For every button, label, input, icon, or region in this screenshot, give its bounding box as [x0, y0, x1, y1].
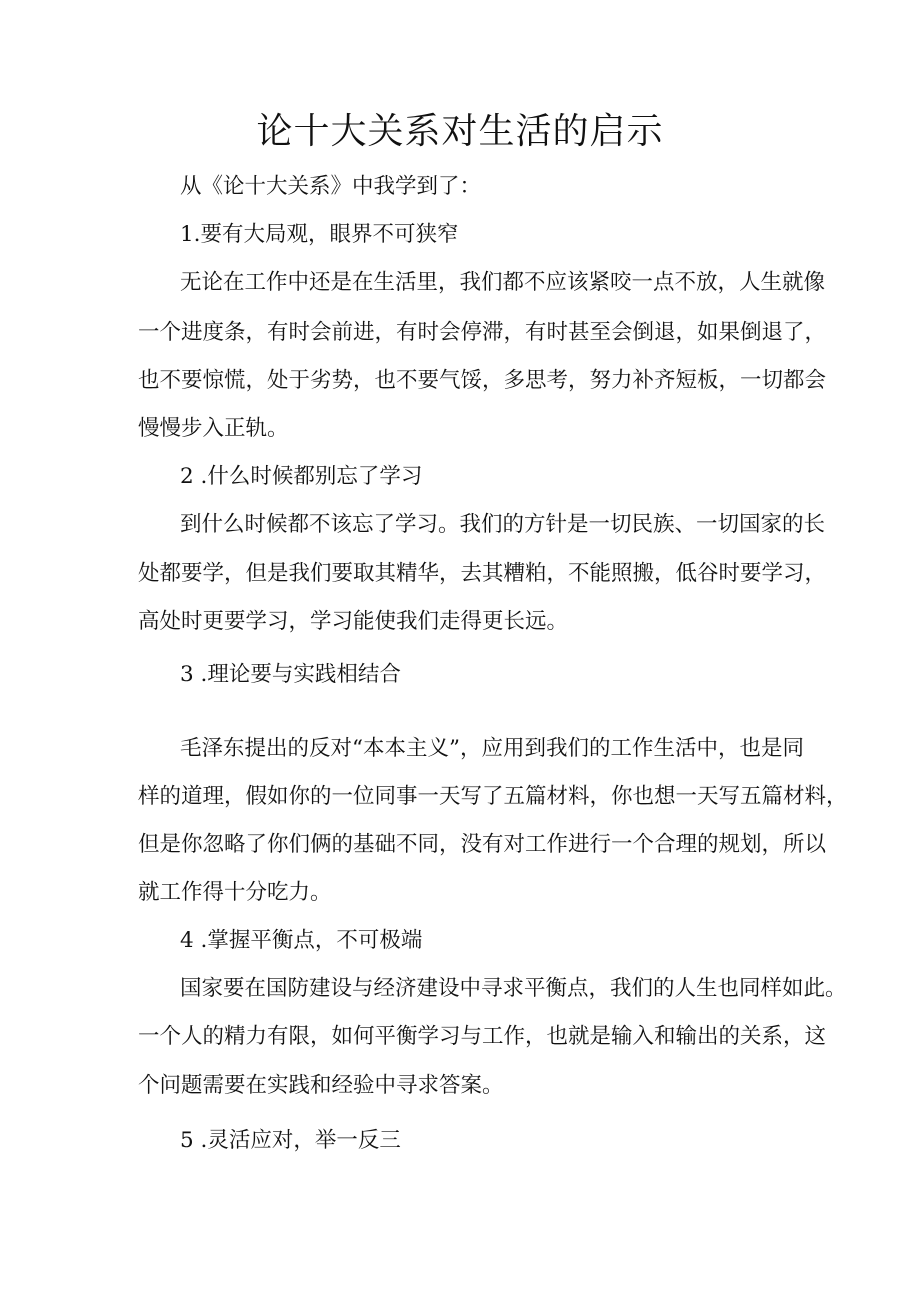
- paragraph-line: 一个进度条，有时会前进，有时会停滞，有时甚至会倒退，如果倒退了，: [138, 320, 827, 345]
- paragraph-line: 无论在工作中还是在生活里，我们都不应该紧咬一点不放，人生就像: [180, 270, 826, 295]
- paragraph-line: 到什么时候都不该忘了学习。我们的方针是一切民族、一切国家的长: [180, 512, 826, 537]
- section-heading-3: 3 .理论要与实践相结合: [180, 662, 401, 687]
- section-heading-4: 4 .掌握平衡点，不可极端: [180, 928, 423, 953]
- section-heading-5: 5 .灵活应对，举一反三: [180, 1128, 401, 1153]
- intro-line: 从《论十大关系》中我学到了：: [180, 174, 482, 199]
- paragraph-line: 高处时更要学习，学习能使我们走得更长远。: [138, 609, 569, 634]
- paragraph-line: 就工作得十分吃力。: [138, 880, 332, 905]
- section-heading-2: 2 .什么时候都别忘了学习: [180, 464, 423, 489]
- paragraph-line: 毛泽东提出的反对“本本主义”，应用到我们的工作生活中，也是同: [180, 736, 804, 761]
- paragraph-line: 一个人的精力有限，如何平衡学习与工作，也就是输入和输出的关系，这: [138, 1024, 827, 1049]
- paragraph-line: 处都要学，但是我们要取其精华，去其糟粕，不能照搬，低谷时要学习，: [138, 561, 827, 586]
- paragraph-line: 也不要惊慌，处于劣势，也不要气馁，多思考，努力补齐短板，一切都会: [138, 368, 827, 393]
- paragraph-line: 个问题需要在实践和经验中寻求答案。: [138, 1073, 504, 1098]
- paragraph-line: 但是你忽略了你们俩的基础不同，没有对工作进行一个合理的规划，所以: [138, 832, 827, 857]
- paragraph-line: 慢慢步入正轨。: [138, 416, 289, 441]
- page-title: 论十大关系对生活的启示: [256, 111, 664, 152]
- paragraph-line: 国家要在国防建设与经济建设中寻求平衡点，我们的人生也同样如此。: [180, 976, 847, 1001]
- paragraph-line: 样的道理，假如你的一位同事一天写了五篇材料，你也想一天写五篇材料，: [138, 784, 848, 809]
- section-heading-1: 1.要有大局观，眼界不可狭窄: [180, 222, 459, 247]
